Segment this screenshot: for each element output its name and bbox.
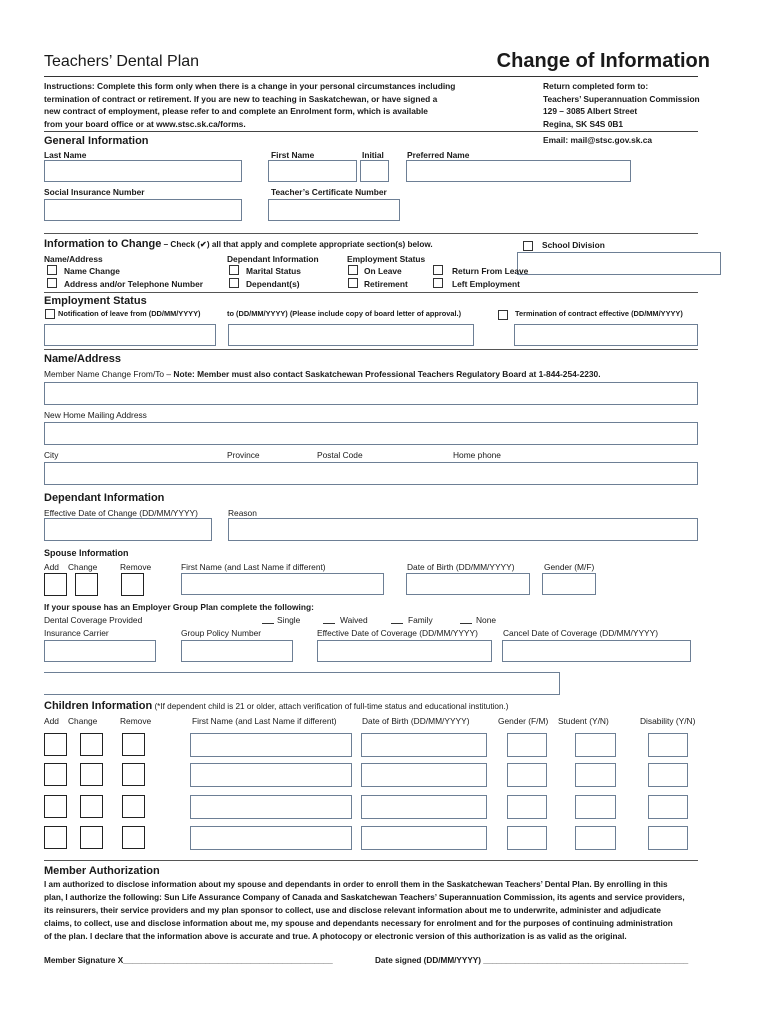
children-change-label: Change: [68, 716, 98, 726]
termination-label: Termination of contract effective (DD/MM/YYYY): [515, 309, 683, 318]
cancel-coverage-field[interactable]: [502, 640, 691, 662]
employment-col-head: Employment Status: [347, 254, 426, 264]
sin-label: Social Insurance Number: [44, 187, 145, 197]
school-division-label: School Division: [542, 240, 605, 250]
marital-status-checkbox[interactable]: [229, 265, 239, 275]
child-3-name-field[interactable]: [190, 795, 352, 819]
initial-label: Initial: [362, 150, 384, 160]
instructions-line-2: termination of contract or retirement. If you are new to teaching in Saskatchewan, or have signed a: [44, 93, 438, 104]
child-1-add-checkbox[interactable]: [44, 733, 67, 756]
return-leave-checkbox[interactable]: [433, 265, 443, 275]
authorization-line-3: its reinsurers, their service providers and my plan sponsor to collect, use and disclose relevant information about me to underwrite, administer and adjudicate: [44, 906, 661, 915]
leave-from-label: Notification of leave from (DD/MM/YYYY): [58, 309, 201, 318]
authorization-line-2: plan, I authorize the following: Sun Life Assurance Company of Canada and Saskatchewan Teachers’ Superannuation Commission, its agents and service providers,: [44, 893, 685, 902]
return-email: Email: mail@stsc.gov.sk.ca: [543, 135, 653, 145]
city-province-phone-field[interactable]: [44, 462, 698, 485]
child-3-change-checkbox[interactable]: [80, 795, 103, 818]
school-division-checkbox[interactable]: [523, 241, 533, 251]
preferred-name-label: Preferred Name: [407, 150, 470, 160]
retirement-label: Retirement: [364, 279, 408, 289]
dental-coverage-label: Dental Coverage Provided: [44, 615, 143, 625]
effective-date-field[interactable]: [44, 518, 212, 541]
last-name-label: Last Name: [44, 150, 87, 160]
waived-blank[interactable]: [323, 623, 335, 624]
date-signed-line[interactable]: Date signed (DD/MM/YYYY) _____________________________________________: [375, 956, 689, 965]
child-2-disability-field[interactable]: [648, 763, 688, 787]
new-address-label: New Home Mailing Address: [44, 410, 147, 420]
spouse-teacher-field[interactable]: [44, 672, 560, 695]
child-1-name-field[interactable]: [190, 733, 352, 757]
child-3-student-field[interactable]: [575, 795, 616, 819]
retirement-checkbox[interactable]: [348, 278, 358, 288]
cancel-coverage-label: Cancel Date of Coverage (DD/MM/YYYY): [503, 628, 658, 638]
termination-date-field[interactable]: [514, 324, 698, 346]
policy-number-field[interactable]: [181, 640, 293, 662]
address-phone-label: Address and/or Telephone Number: [64, 279, 203, 289]
leave-to-label: to (DD/MM/YYYY) (Please include copy of board letter of approval.): [227, 309, 462, 318]
family-blank[interactable]: [391, 623, 403, 624]
authorization-line-1: I am authorized to disclose information about my spouse and dependants in order to enroll them in the Saskatchewan Teachers’ Dental Plan. By enrolling in this: [44, 880, 668, 889]
child-4-change-checkbox[interactable]: [80, 826, 103, 849]
general-heading: General Information: [44, 135, 149, 147]
child-3-disability-field[interactable]: [648, 795, 688, 819]
child-2-student-field[interactable]: [575, 763, 616, 787]
left-employment-label: Left Employment: [452, 279, 520, 289]
children-add-label: Add: [44, 716, 59, 726]
header-rule: [44, 76, 698, 77]
initial-field[interactable]: [360, 160, 389, 182]
member-name-change-field[interactable]: [44, 382, 698, 405]
first-name-field[interactable]: [268, 160, 357, 182]
child-4-remove-checkbox[interactable]: [122, 826, 145, 849]
insurance-carrier-label: Insurance Carrier: [44, 628, 109, 638]
member-signature-line[interactable]: Member Signature X______________________________________________: [44, 956, 333, 965]
first-name-label: First Name: [271, 150, 315, 160]
rule-change: [44, 292, 698, 293]
termination-checkbox[interactable]: [498, 310, 508, 320]
return-line-1: Return completed form to:: [543, 81, 649, 91]
spouse-gender-label: Gender (M/F): [544, 562, 595, 572]
child-2-remove-checkbox[interactable]: [122, 763, 145, 786]
child-1-student-field[interactable]: [575, 733, 616, 757]
children-disability-label: Disability (Y/N): [640, 716, 696, 726]
postal-code-label: Postal Code: [317, 450, 363, 460]
children-note: (*If dependent child is 21 or older, attach verification of full-time status and educational institution.): [152, 702, 509, 711]
dependant-col-head: Dependant Information: [227, 254, 319, 264]
child-2-add-checkbox[interactable]: [44, 763, 67, 786]
dependants-label: Dependant(s): [246, 279, 300, 289]
child-4-disability-field[interactable]: [648, 826, 688, 850]
child-4-gender-field[interactable]: [507, 826, 547, 850]
spouse-add-label: Add: [44, 562, 59, 572]
home-phone-label: Home phone: [453, 450, 501, 460]
on-leave-label: On Leave: [364, 266, 402, 276]
group-plan-intro: If your spouse has an Employer Group Plan complete the following:: [44, 602, 314, 612]
reason-label: Reason: [228, 508, 257, 518]
member-name-change-text: Member Name Change From/To –: [44, 369, 174, 379]
children-gender-label: Gender (F/M): [498, 716, 549, 726]
rule-general: [44, 233, 698, 234]
spouse-dob-field[interactable]: [406, 573, 530, 595]
certificate-field[interactable]: [268, 199, 400, 221]
rule-employment: [44, 349, 698, 350]
spouse-name-field[interactable]: [181, 573, 384, 595]
family-label: Family: [408, 615, 433, 625]
address-phone-checkbox[interactable]: [47, 278, 57, 288]
child-2-name-field[interactable]: [190, 763, 352, 787]
authorization-heading: Member Authorization: [44, 865, 160, 877]
return-line-4: Regina, SK S4S 0B1: [543, 118, 624, 129]
child-1-dob-field[interactable]: [361, 733, 487, 757]
children-heading: [44, 700, 509, 713]
reason-field[interactable]: [228, 518, 698, 541]
authorization-line-4: claims, to collect, use and disclose information about me, my spouse and dependants necessary for enrolment and for the purposes of continuing administration: [44, 919, 673, 928]
leave-to-field[interactable]: [228, 324, 474, 346]
child-4-student-field[interactable]: [575, 826, 616, 850]
child-2-change-checkbox[interactable]: [80, 763, 103, 786]
return-leave-label: Return From Leave: [452, 266, 529, 276]
waived-label: Waived: [340, 615, 368, 625]
member-name-change-label: [44, 369, 601, 379]
spouse-remove-label: Remove: [120, 562, 152, 572]
children-remove-label: Remove: [120, 716, 152, 726]
form-title: Change of Information: [496, 50, 710, 72]
sin-field[interactable]: [44, 199, 242, 221]
child-2-gender-field[interactable]: [507, 763, 547, 787]
spouse-remove-checkbox[interactable]: [121, 573, 144, 596]
last-name-field[interactable]: [44, 160, 242, 182]
child-1-remove-checkbox[interactable]: [122, 733, 145, 756]
left-employment-checkbox[interactable]: [433, 278, 443, 288]
none-label: None: [476, 615, 497, 625]
name-address-heading: Name/Address: [44, 353, 122, 365]
instructions-line-1: Instructions: Complete this form only when there is a change in your personal circumstances including: [44, 81, 456, 91]
child-4-dob-field[interactable]: [361, 826, 487, 850]
insurance-carrier-field[interactable]: [44, 640, 156, 662]
child-1-change-checkbox[interactable]: [80, 733, 103, 756]
certificate-label: Teacher’s Certificate Number: [271, 187, 387, 197]
marital-status-label: Marital Status: [246, 266, 301, 276]
child-3-gender-field[interactable]: [507, 795, 547, 819]
instructions-line-4: from your board office or at www.stsc.sk.ca/forms.: [44, 118, 246, 129]
change-heading: [44, 238, 433, 251]
new-address-field[interactable]: [44, 422, 698, 445]
children-student-label: Student (Y/N): [558, 716, 609, 726]
single-blank[interactable]: [262, 623, 274, 624]
school-division-field[interactable]: [517, 252, 721, 275]
spouse-change-checkbox[interactable]: [75, 573, 98, 596]
authorization-line-5: of the plan. I declare that the information above is accurate and true. A photocopy or electronic version of this authorization is as valid as the original.: [44, 932, 627, 941]
name-change-label: Name Change: [64, 266, 120, 276]
instructions-line-3: new contract of employment, please refer to and complete an Enrolment form, which is available: [44, 106, 428, 116]
change-heading-text: Information to Change: [44, 238, 162, 250]
child-4-name-field[interactable]: [190, 826, 352, 850]
none-blank[interactable]: [460, 623, 472, 624]
regulatory-note: Note: Member must also contact Saskatchewan Professional Teachers Regulatory Board at 1-844-254-2230.: [173, 369, 601, 379]
policy-number-label: Group Policy Number: [181, 628, 262, 638]
plan-title: Teachers’ Dental Plan: [44, 53, 200, 70]
effective-coverage-label: Effective Date of Coverage (DD/MM/YYYY): [317, 628, 478, 638]
province-label: Province: [227, 450, 260, 460]
child-3-add-checkbox[interactable]: [44, 795, 67, 818]
child-1-gender-field[interactable]: [507, 733, 547, 757]
on-leave-checkbox[interactable]: [348, 265, 358, 275]
return-line-3: 129 – 3085 Albert Street: [543, 106, 638, 116]
spouse-gender-field[interactable]: [542, 573, 596, 595]
children-dob-label: Date of Birth (DD/MM/YYYY): [362, 716, 470, 726]
effective-coverage-field[interactable]: [317, 640, 492, 662]
effective-date-label: Effective Date of Change (DD/MM/YYYY): [44, 508, 198, 518]
spouse-dob-label: Date of Birth (DD/MM/YYYY): [407, 562, 515, 572]
dependant-heading: Dependant Information: [44, 492, 165, 504]
employment-heading: Employment Status: [44, 295, 147, 307]
children-first-name-label: First Name (and Last Name if different): [192, 716, 337, 726]
child-3-remove-checkbox[interactable]: [122, 795, 145, 818]
leave-notification-checkbox[interactable]: [45, 309, 55, 319]
rule-children: [44, 860, 698, 861]
single-label: Single: [277, 615, 301, 625]
spouse-first-name-label: First Name (and Last Name if different): [181, 562, 326, 572]
dependants-checkbox[interactable]: [229, 278, 239, 288]
spouse-heading: Spouse Information: [44, 548, 129, 558]
child-2-dob-field[interactable]: [361, 763, 487, 787]
return-line-2: Teachers’ Superannuation Commission: [543, 93, 700, 104]
spouse-add-checkbox[interactable]: [44, 573, 67, 596]
children-heading-text: Children Information: [44, 700, 153, 712]
name-change-checkbox[interactable]: [47, 265, 57, 275]
spouse-change-label: Change: [68, 562, 98, 572]
city-label: City: [44, 450, 59, 460]
child-3-dob-field[interactable]: [361, 795, 487, 819]
child-1-disability-field[interactable]: [648, 733, 688, 757]
child-4-add-checkbox[interactable]: [44, 826, 67, 849]
name-address-col-head: Name/Address: [44, 254, 103, 264]
change-instruction: – Check (✔) all that apply and complete appropriate section(s) below.: [161, 240, 433, 249]
preferred-name-field[interactable]: [406, 160, 631, 182]
instructions-rule: [44, 131, 698, 132]
leave-from-field[interactable]: [44, 324, 216, 346]
